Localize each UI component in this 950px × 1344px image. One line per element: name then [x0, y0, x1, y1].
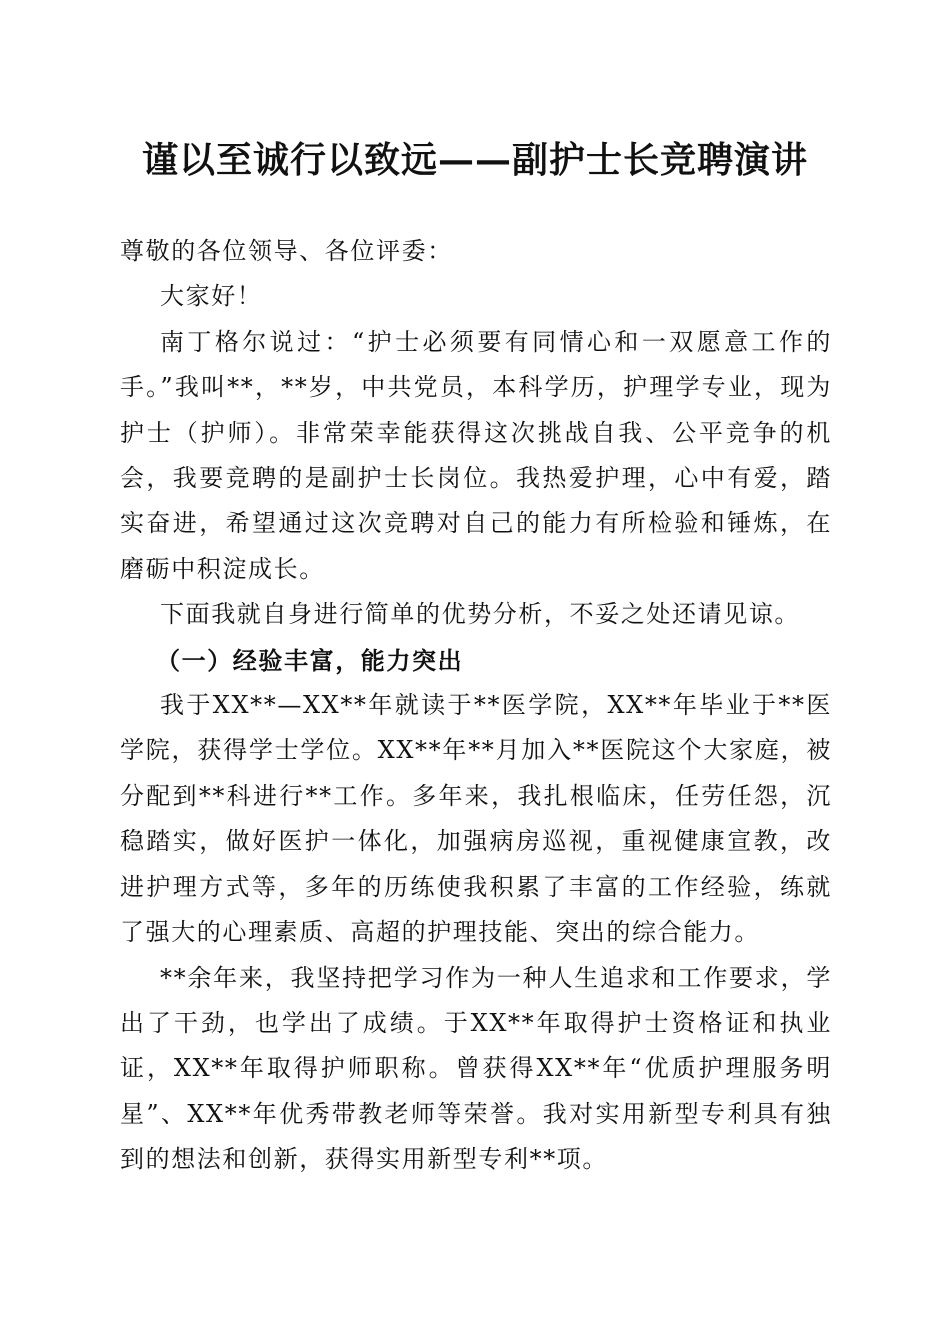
salutation: 尊敬的各位领导、各位评委：	[120, 237, 453, 265]
paragraph-transition: 下面我就自身进行简单的优势分析，不妥之处还请见谅。	[160, 600, 800, 629]
greeting: 大家好！	[160, 282, 263, 311]
document-title: 谨以至诚行以致远——副护士长竞聘演讲	[141, 139, 808, 181]
paragraph-intro: 南丁格尔说过：“护士必须要有同情心和一双愿意工作的手。”我叫**，**岁，中共党员，本科学历，护理学专业，现为护士（护师）。非常荣幸能获得这次挑战自我、公平竞争的机会，我要竞聘的是副护士长岗位。我热爱护理，心中有爱，踏实奋进，希望通过这次竞聘对自己的能力有所检验和锤炼，在磨砺中积淀成长。	[120, 327, 832, 583]
paragraph-experience: 我于XX**—XX**年就读于**医学院，XX**年毕业于**医学院，获得学士学位。XX**年**月加入**医院这个大家庭，被分配到**科进行**工作。多年来，我扎根临床，任劳任怨，沉稳踏实，做好医护一体化，加强病房巡视，重视健康宣教，改进护理方式等，多年的历练使我积累了丰富的工作经验，练就了强大的心理素质、高超的护理技能、突出的综合能力。	[120, 691, 832, 947]
document-body	[120, 229, 832, 1183]
paragraph-achievements: **余年来，我坚持把学习作为一种人生追求和工作要求，学出了干劲，也学出了成绩。于XX**年取得护士资格证和执业证，XX**年取得护师职称。曾获得XX**年“优质护理服务明星”、XX**年优秀带教老师等荣誉。我对实用新型专利具有独到的想法和创新，获得实用新型专利**项。	[120, 963, 832, 1174]
section-heading: （一）经验丰富，能力突出	[156, 645, 464, 675]
